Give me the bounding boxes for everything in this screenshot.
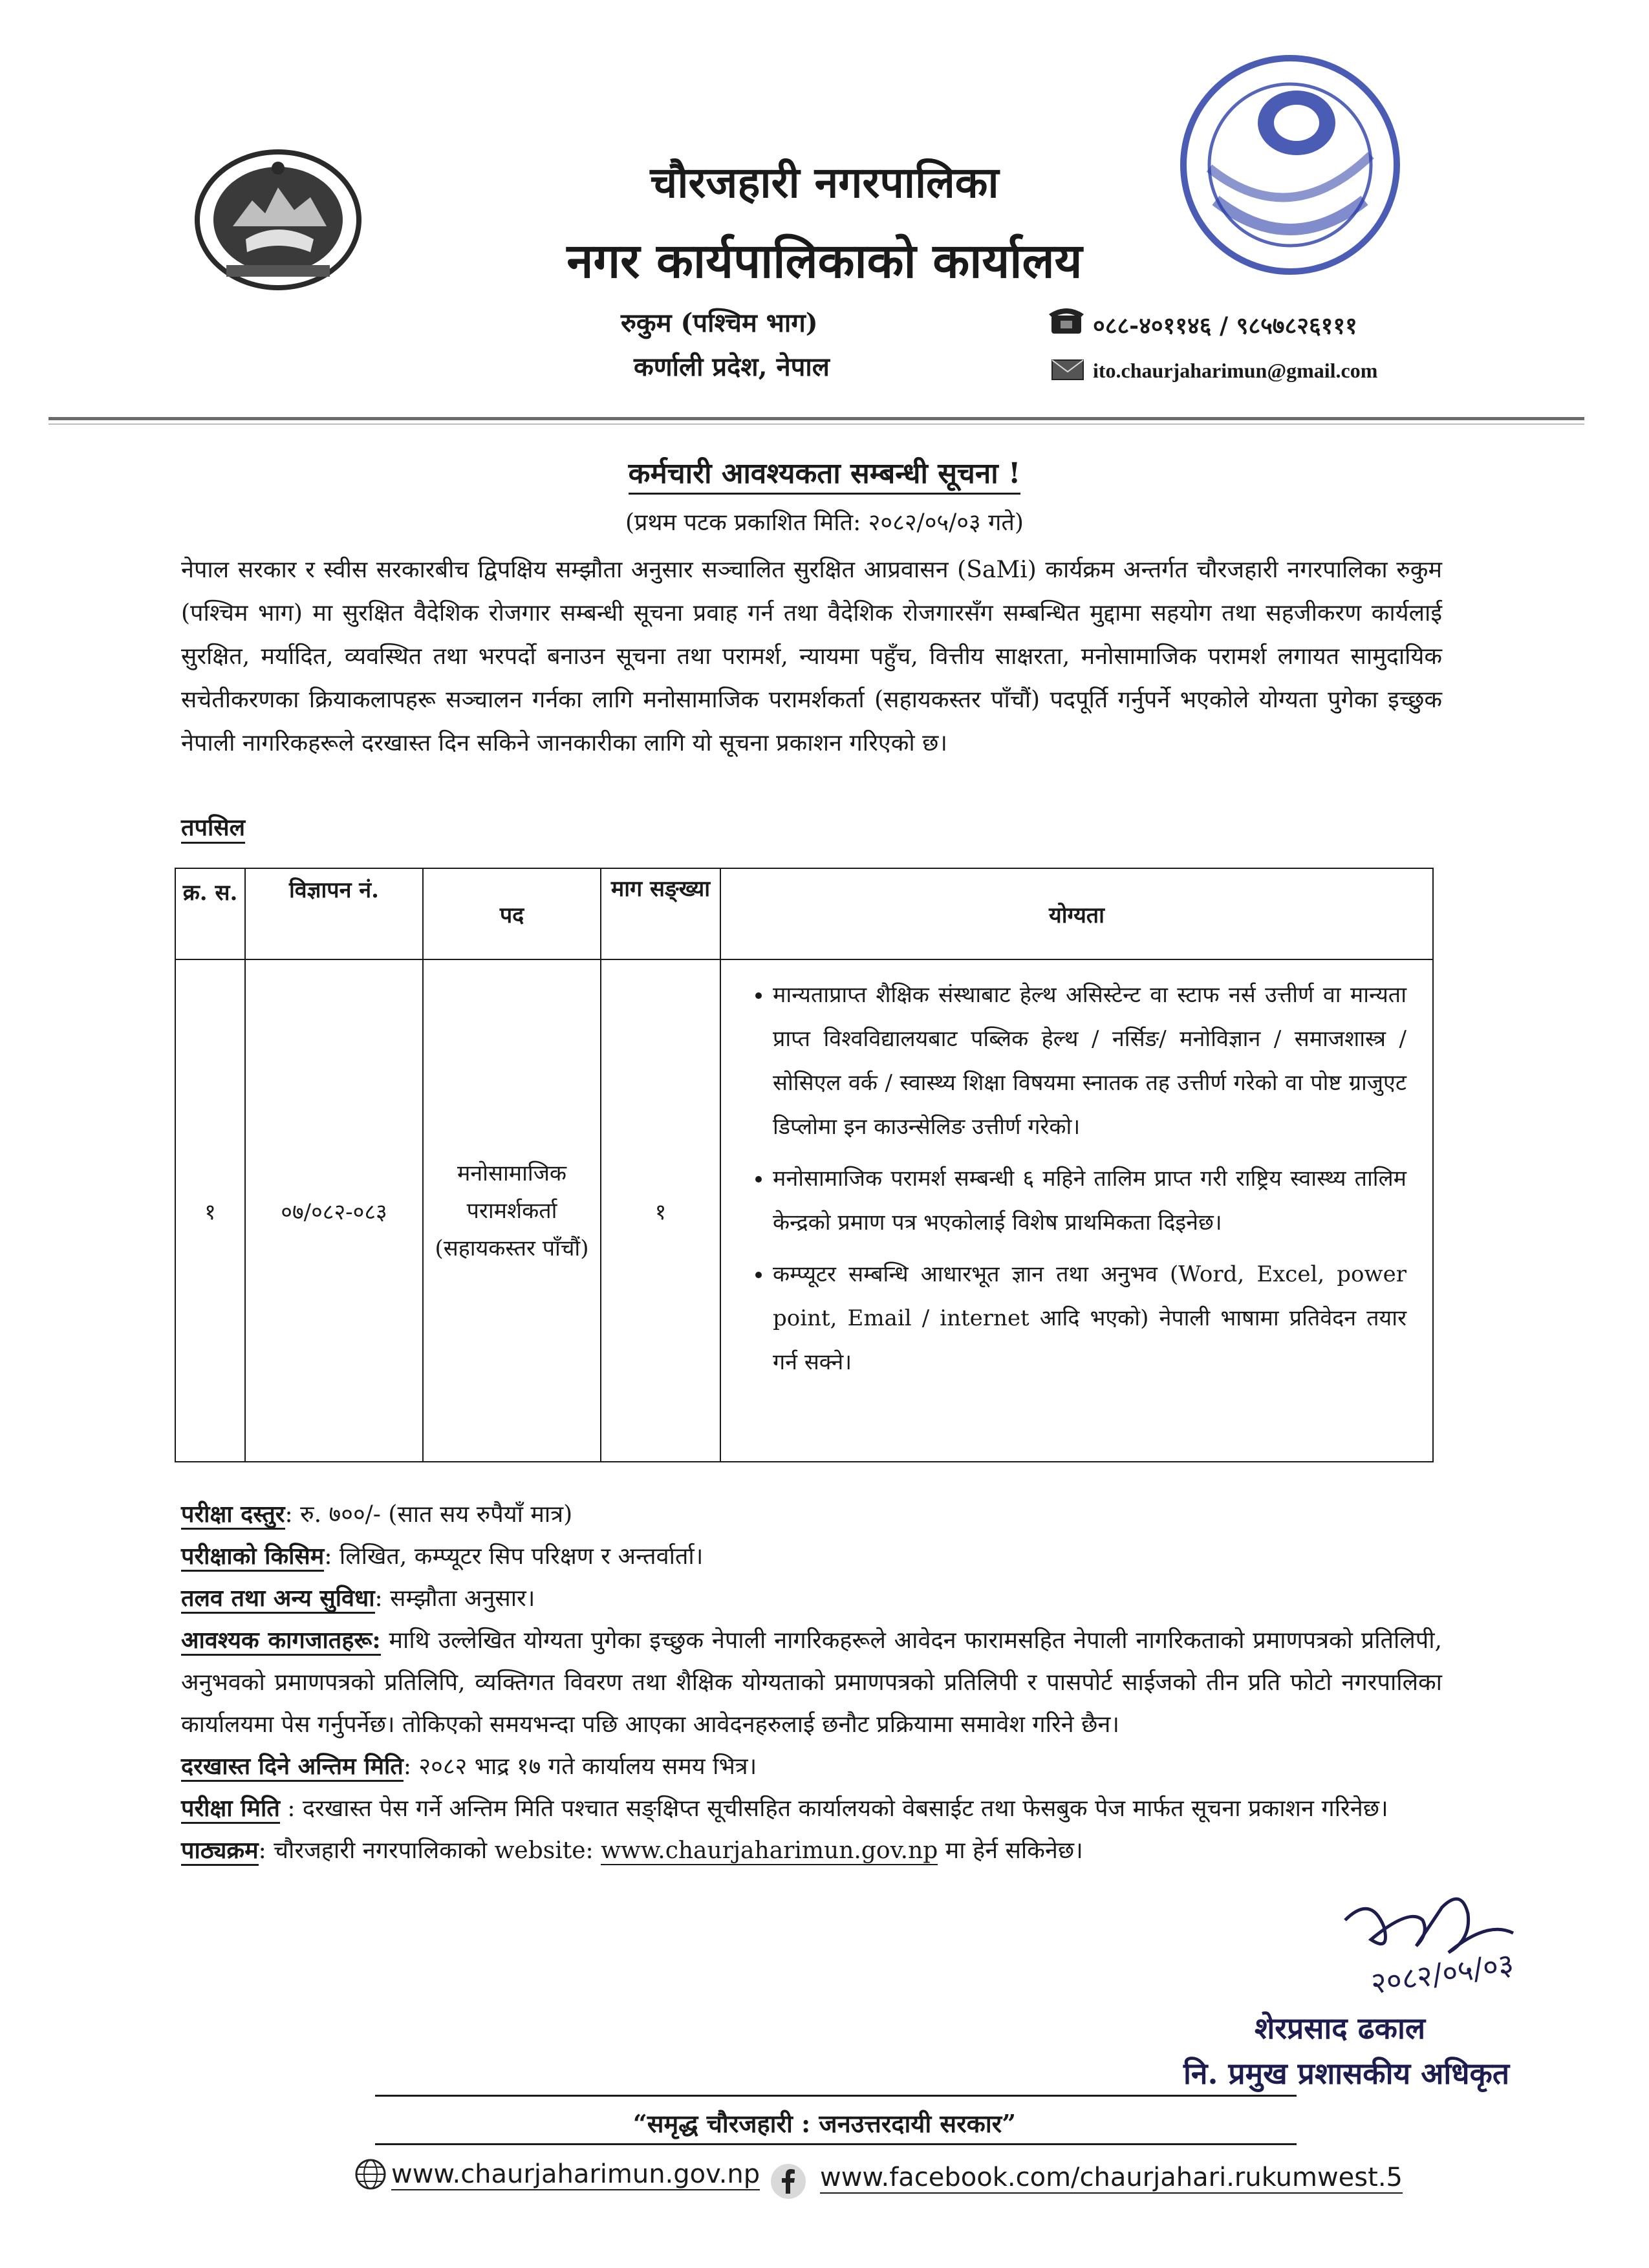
application-deadline: दरखास्त दिने अन्तिम मिति: २०८२ भाद्र १७ गते कार्यालय समय भित्र। [181,1746,1442,1788]
globe-icon [354,2158,387,2190]
header-demand: माग सङ्ख्या [601,868,720,959]
exam-fee: परीक्षा दस्तुर: रु. ७००/- (सात सय रुपैयाँ मात्र) [181,1493,1442,1535]
phone-icon [1048,304,1085,336]
schedule-label: तपसिल [181,813,245,844]
address-province: कर्णाली प्रदेश, नेपाल [634,352,830,382]
government-emblem [188,142,369,297]
cell-ad-no: ०७/०८२-०८३ [245,959,423,1462]
salary: तलव तथा अन्य सुविधा: सम्झौता अनुसार। [181,1578,1442,1620]
syllabus-link[interactable]: www.chaurjaharimun.gov.np [601,1837,938,1864]
footer-website-link[interactable]: www.chaurjaharimun.gov.np [391,2159,760,2189]
footer-divider-top [375,2095,1297,2097]
address-district: रुकुम (पश्चिम भाग) [621,308,818,338]
header-sn: क्र. स. [175,868,245,959]
header-qualification: योग्यता [720,868,1433,959]
syllabus: पाठ्यक्रम: चौरजहारी नगरपालिकाको website: www.chaurjaharimun.gov.np मा हेर्न सकिनेछ। [181,1830,1442,1872]
qualification-item: • मान्यताप्राप्त शैक्षिक संस्थाबाट हेल्थ असिस्टेन्ट वा स्टाफ नर्स उत्तीर्ण वा मान्यता प्राप्त विश्वविद्यालयबाट पब्लिक हेल्थ / नर्सिङ/ मनोविज्ञान / समाजशास्त्र / सोसिएल वर्क / स्वास्थ्य शिक्षा विषयमा स्नातक तह उत्तीर्ण गरेको वा पोष्ट ग्राजुएट डिप्लोमा इन काउन्सेलिङ उत्तीर्ण गरेको। [773,973,1406,1149]
signatory-title: नि. प्रमुख प्रशासकीय अधिकृत [1183,2056,1510,2091]
exam-type: परीक्षाको किसिम: लिखित, कम्प्यूटर सिप परिक्षण र अन्तर्वार्ता। [181,1535,1442,1578]
svg-text:२०८२/०५/०३: २०८२/०५/०३ [1368,1946,1516,2001]
exam-date: परीक्षा मिति : दरखास्त पेस गर्ने अन्तिम मिति पश्चात सङ्क्षिप्त सूचीसहित कार्यालयको वेबसाईट तथा फेसबुक पेज मार्फत सूचना प्रकाशन गरिनेछ। [181,1788,1442,1830]
header-divider-shadow [48,423,1584,425]
facebook-icon [770,2163,807,2200]
qualification-item: • मनोसामाजिक परामर्श सम्बन्धी ६ महिने तालिम प्राप्त गरी राष्ट्रिय स्वास्थ्य तालिम केन्द्रको प्रमाण पत्र भएकोलाई विशेष प्राथमिकता दिइनेछ। [773,1157,1406,1245]
cell-post: मनोसामाजिक परामर्शकर्ता (सहायकस्तर पाँचौं) [423,959,601,1462]
qualification-list [740,973,1406,1384]
table-header-row [175,868,1433,959]
table-row [175,959,1433,1462]
cell-sn: १ [175,959,245,1462]
cell-qualification [720,959,1433,1462]
required-documents: आवश्यक कागजातहरू: माथि उल्लेखित योग्यता पुगेका इच्छुक नेपाली नागरिकहरूले आवेदन फारामसहित नेपाली नागरिकताको प्रमाणपत्रको प्रतिलिपी, अनुभवको प्रमाणपत्रको प्रतिलिपि, व्यक्तिगत विवरण तथा शैक्षिक योग्यताको प्रमाणपत्रको प्रतिलिपी र पासपोर्ट साईजको तीन प्रति फोटो नगरपालिका कार्यालयमा पेस गर्नुपर्नेछ। तोकिएको समयभन्दा पछि आएका आवेदनहरुलाई छनौट प्रक्रियामा समावेश गरिने छैन। [181,1627,1442,1738]
header-ad-no: विज्ञापन नं. [245,868,423,959]
header-post: पद [423,868,601,959]
notice-title: कर्मचारी आवश्यकता सम्बन्धी सूचना ! [0,453,1649,491]
office-name: नगर कार्यपालिकाको कार्यालय [566,233,1083,289]
vacancy-table [175,868,1434,1462]
footer-slogan: “समृद्ध चौरजहारी : जनउत्तरदायी सरकार” [632,2109,1017,2138]
footer-divider-bottom [375,2143,1297,2145]
org-name: चौरजहारी नगरपालिका [650,157,999,208]
header-divider [48,417,1584,420]
footer-facebook-link[interactable]: www.facebook.com/chaurjahari.rukumwest.5 [820,2163,1403,2192]
phone-number: ०८८-४०११४६ / ९८५७८२६१११ [1093,312,1357,339]
qualification-item: • कम्प्यूटर सम्बन्धि आधारभूत ज्ञान तथा अनुभव (Word, Excel, power point, Email / internet आदि भएको) नेपाली भाषामा प्रतिवेदन तयार गर्न सक्ने। [773,1252,1406,1384]
signatory-name: शेरप्रसाद ढकाल [1255,2011,1426,2046]
notice-subtitle: (प्रथम पटक प्रकाशित मिति: २०८२/०५/०३ गते) [625,509,1024,536]
email-icon [1051,359,1084,381]
details-section [181,1493,1442,1872]
email-address[interactable]: ito.chaurjaharimun@gmail.com [1093,359,1378,382]
cell-demand: १ [601,959,720,1462]
notice-intro: नेपाल सरकार र स्वीस सरकारबीच द्विपक्षिय सम्झौता अनुसार सञ्चालित सुरक्षित आप्रवासन (SaMi) कार्यक्रम अन्तर्गत चौरजहारी नगरपालिका रुकुम (पश्चिम भाग) मा सुरक्षित वैदेशिक रोजगार सम्बन्धी सूचना प्रवाह गर्न तथा वैदेशिक रोजगारसँग सम्बन्धित मुद्दामा सहयोग तथा सहजीकरण कार्यलाई सुरक्षित, मर्यादित, व्यवस्थित तथा भरपर्दो बनाउन सूचना तथा परामर्श, न्यायमा पहुँच, वित्तीय साक्षरता, मनोसामाजिक परामर्श लगायत सामुदायिक सचेतीकरणका क्रियाकलापहरू सञ्चालन गर्नका लागि मनोसामाजिक परामर्शकर्ता (सहायकस्तर पाँचौं) पदपूर्ति गर्नुपर्ने भएकोले योग्यता पुगेका इच्छुक नेपाली नागरिकहरूले दरखास्त दिन सकिने जानकारीका लागि यो सूचना प्रकाशन गरिएको छ। [181,557,1442,756]
